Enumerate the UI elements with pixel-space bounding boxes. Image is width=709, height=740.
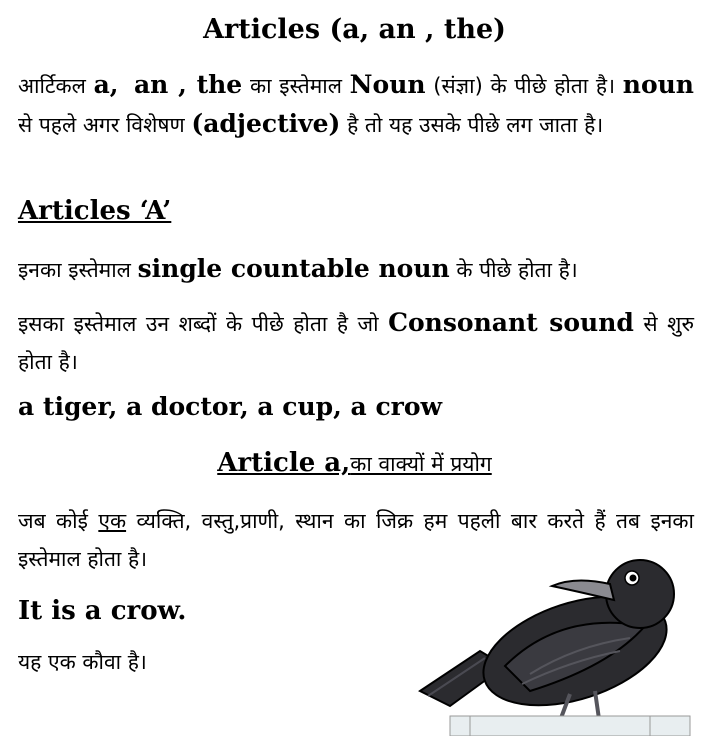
line2-english: Consonant sound [388,308,634,337]
intro-paragraph [18,66,694,144]
usage-heading [0,448,709,478]
line1-text-2: के पीछे होता है। [449,258,578,282]
line2-text-1: इसका इस्तेमाल उन शब्दों के पीछे होता है जो [18,312,389,336]
intro-noun: Noun [349,70,426,99]
intro-text-2: का इस्तेमाल [242,74,350,98]
section-a-heading: Articles ‘A’ [18,196,172,226]
intro-text-5: है तो यह उसके पीछे लग जाता है। [340,113,604,137]
section-a-line-2 [18,304,694,381]
line1-english: single countable noun [137,254,450,283]
intro-noun-lower: noun [622,70,694,99]
crow-icon [410,556,709,736]
intro-article-an: an [133,70,169,99]
intro-text-3: (संज्ञा) के पीछे होता है। [425,74,623,98]
page-title: Articles (a, an , the) [203,14,506,45]
usage-heading-english: Article a, [217,448,351,478]
example-sentence-hindi: यह एक कौवा है। [18,650,147,674]
usage-heading-hindi: का वाक्यों में प्रयोग [350,452,492,476]
intro-sep: , [168,70,197,99]
usage-text-2: व्यक्ति, वस्तु,प्राणी, स्थान का जिक्र हम पहली बार करते हैं तब इनका इस्तेमाल होता है। [18,509,694,571]
intro-text-4: से पहले अगर विशेषण [18,113,192,137]
intro-article-a: a, [93,70,119,99]
section-a-line-1 [18,250,694,289]
line1-text-1: इनका इस्तेमाल [18,258,138,282]
intro-adjective: (adjective) [191,109,341,138]
article-a-examples: a tiger, a doctor, a cup, a crow [18,392,443,421]
line2-text-2: से शुरु होता है। [18,312,695,374]
usage-underlined-ek: एक [98,509,127,533]
usage-text-1: जब कोई [18,509,99,533]
intro-text-1: आर्टिकल [18,74,94,98]
intro-article-the: the [196,70,243,99]
crow-illustration [410,556,709,736]
example-sentence-english: It is a crow. [18,596,187,626]
